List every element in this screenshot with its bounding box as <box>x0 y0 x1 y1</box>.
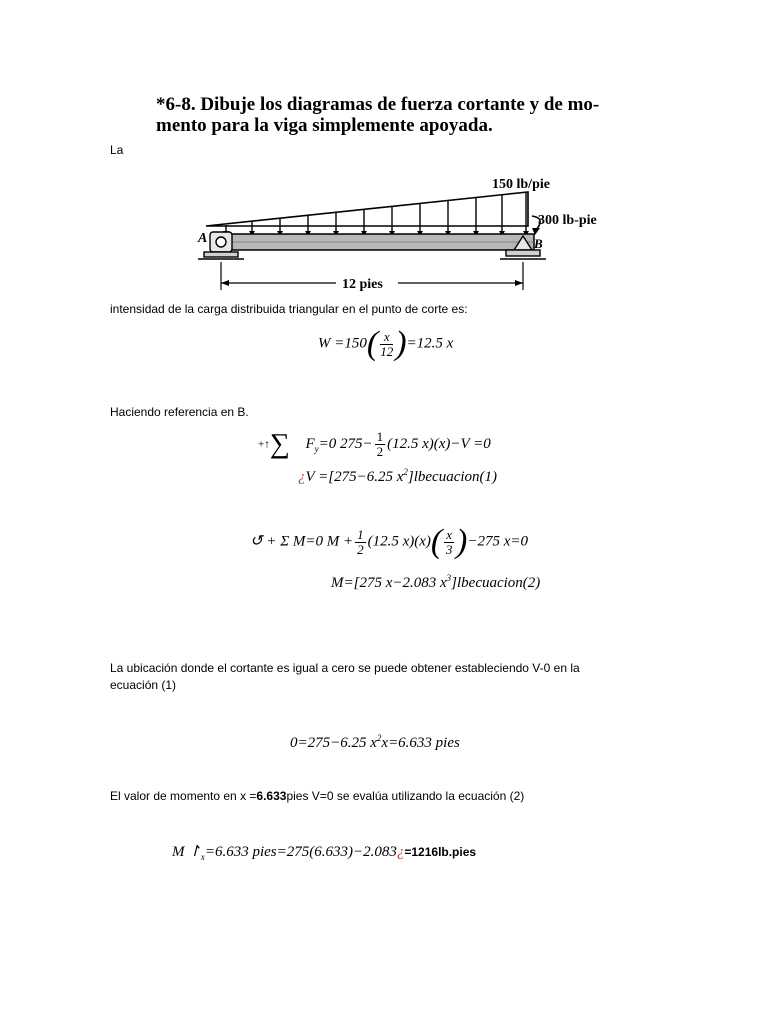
equation-v: ¿V =[275−6.25 $x^2]lbecuacion(1)$ <box>298 467 498 485</box>
equation-final-moment: M $↾_x=6.633$ pies=275(6.633)−2.083¿=1216lb.pies <box>172 844 477 862</box>
load-right-label: 300 lb-pie <box>538 213 597 228</box>
intensity-text: intensidad de la carga distribuida triangular en el punto de corte es: <box>110 302 468 316</box>
support-b-label: B <box>534 236 543 251</box>
problem-header <box>156 94 599 136</box>
moment-value-text: El valor de momento en x =6.633pies V=0 se evalúa utilizando la ecuación (2) <box>110 789 525 803</box>
problem-line1 <box>156 94 599 115</box>
beam-figure <box>196 170 626 294</box>
load-arrows <box>226 192 526 234</box>
zero-shear-text: La ubicación donde el cortante es igual a cero se puede obtener estableciendo V-0 en la ecuación (1) <box>110 661 580 692</box>
reference-text: Haciendo referencia en B. <box>110 405 249 419</box>
equation-zero-shear: 0=275−6.25 $x^2x=6.633$ pies <box>290 733 460 751</box>
equation-m: M=[275 x−2.083 $x^3]lbecuacion(2)$ <box>331 573 541 591</box>
equation-sum-m: ↺ + Σ M=0 M + $\frac{1}{2}$ (12.5 x)(x)( $\frac{x}{3}$ )−275 x=0 <box>250 523 528 560</box>
span-label: 12 pies <box>342 277 383 292</box>
equation-w: W =150( $\frac{x}{12}$ )=12.5 x <box>318 325 454 362</box>
intro-word: La <box>110 143 124 157</box>
support-a-label: A <box>198 231 208 246</box>
problem-statement-1: Dibuje los diagramas de fuerza cortante y de mo- <box>200 94 600 115</box>
problem-number: *6-8. <box>156 94 196 115</box>
load-top-label: 150 lb/pie <box>492 177 550 192</box>
distributed-load-triangle <box>206 192 528 226</box>
problem-statement-2: mento para la viga simplemente apoyada. <box>156 115 493 136</box>
equation-sum-fy: +↑∑ $F_y=0$ 275− $\frac{1}{2}$ (12.5 x)(x)−V =0 <box>258 428 491 460</box>
